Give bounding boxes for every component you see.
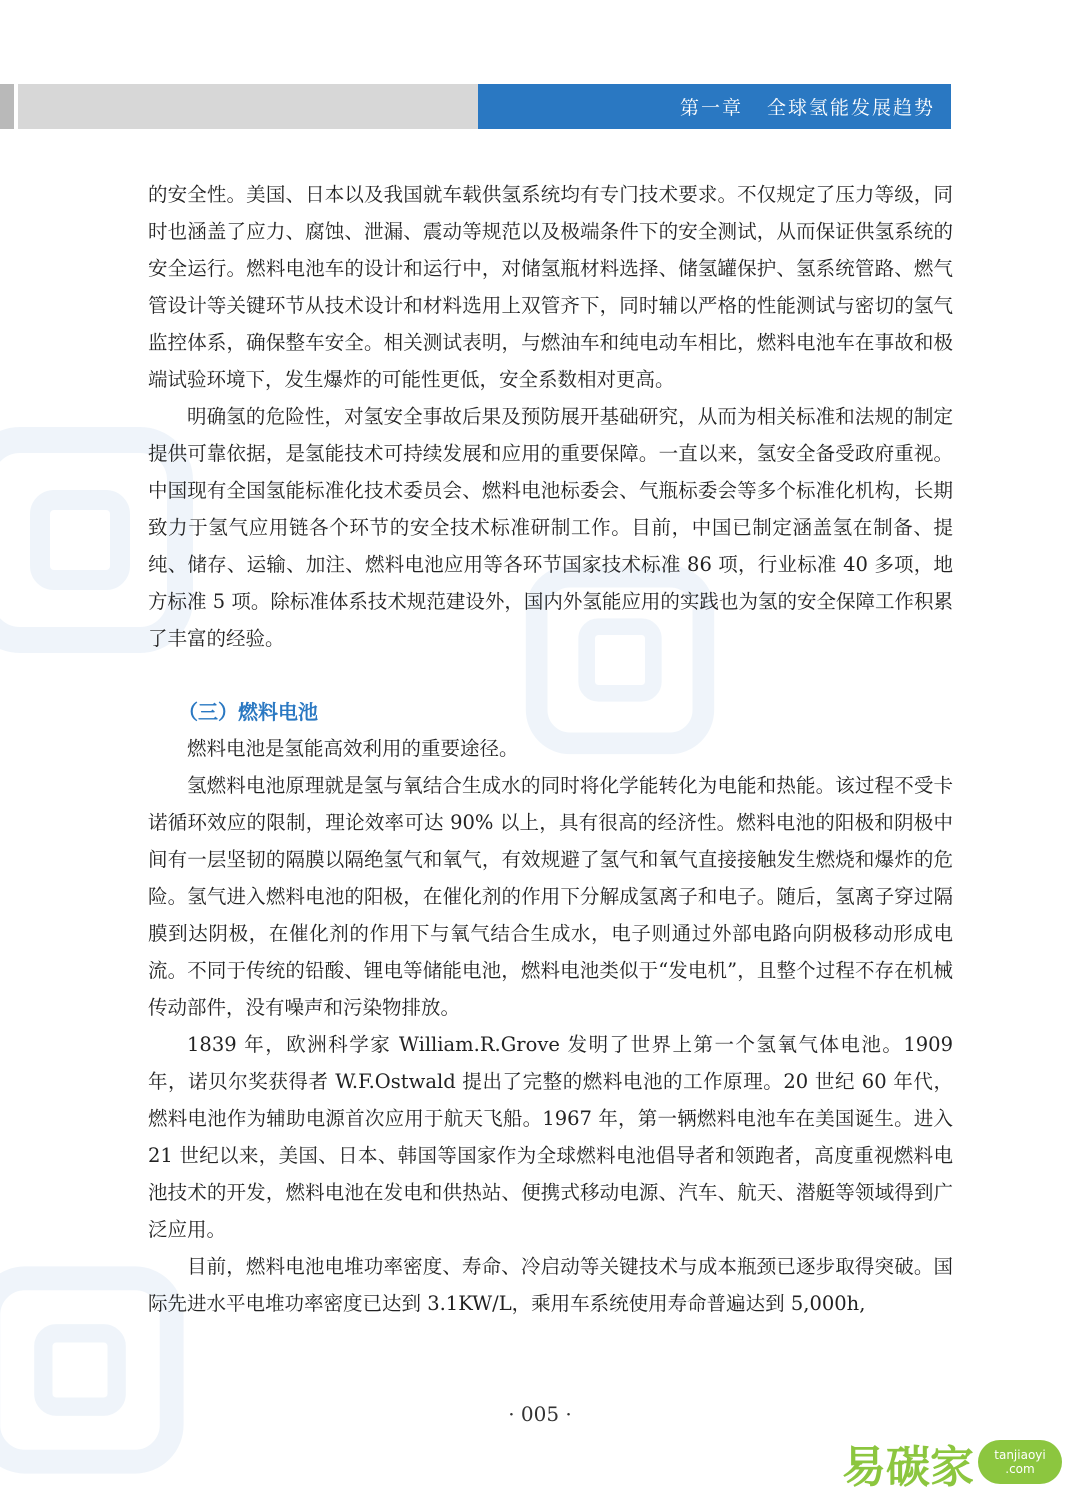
watermark-text: 易碳家 — [842, 1442, 974, 1493]
watermark-badge — [978, 1440, 1062, 1484]
body-paragraph: 的安全性。美国、日本以及我国就车载供氢系统均有专门技术要求。不仅规定了压力等级，同时也涵盖了应力、腐蚀、泄漏、震动等规范以及极端条件下的安全测试，从而保证供氢系统的安全运行。燃料电池车的设计和运行中，对储氢瓶材料选择、储氢罐保护、氢系统管路、燃气管设计等关键环节从技术设计和材料选用上双管齐下，同时辅以严格的性能测试与密切的氢气监控体系，确保整车安全。相关测试表明，与燃油车和纯电动车相比，燃料电池车在事故和极端试验环境下，发生爆炸的可能性更低，安全系数相对更高。 — [148, 183, 953, 391]
chapter-header — [478, 84, 951, 129]
page-number: · 005 · — [508, 1402, 572, 1426]
section-heading: （三）燃料电池 — [178, 700, 318, 724]
body-paragraph: 明确氢的危险性，对氢安全事故后果及预防展开基础研究，从而为相关标准和法规的制定提供可靠依据，是氢能技术可持续发展和应用的重要保障。一直以来，氢安全备受政府重视。中国现有全国氢能标准化技术委员会、燃料电池标委会、气瓶标委会等多个标准化机构，长期致力于氢气应用链各个环节的安全技术标准研制工作。目前，中国已制定涵盖氢在制备、提纯、储存、运输、加注、燃料电池应用等各环节国家技术标准 86 项，行业标准 40 多项，地方标准 5 项。除标准体系技术规范建设外，国内外氢能应用的实践也为氢的安全保障工作积累了丰富的经验。 — [148, 405, 953, 650]
corner-watermark — [842, 1440, 1062, 1493]
header-grey-band — [18, 84, 478, 129]
body-paragraph: 1839 年，欧洲科学家 William.R.Grove 发明了世界上第一个氢氧气体电池。1909 年，诺贝尔奖获得者 W.F.Ostwald 提出了完整的燃料电池的工作原理。20 世纪 60 年代，燃料电池作为辅助电源首次应用于航天飞船。1967 年，第一辆燃料电池车在美国诞生。进入 21 世纪以来，美国、日本、韩国等国家作为全球燃料电池倡导者和领跑者，高度重视燃料电池技术的开发，燃料电池在发电和供热站、便携式移动电源、汽车、航天、潜艇等领域得到广泛应用。 — [148, 1033, 953, 1241]
page-content — [148, 176, 953, 1322]
body-paragraph: 氢燃料电池原理就是氢与氧结合生成水的同时将化学能转化为电能和热能。该过程不受卡诺循环效应的限制，理论效率可达 90% 以上，具有很高的经济性。燃料电池的阳极和阴极中间有一层坚韧的隔膜以隔绝氢气和氧气，有效规避了氢气和氧气直接接触发生燃烧和爆炸的危险。氢气进入燃料电池的阳极，在催化剂的作用下分解成氢离子和电子。随后，氢离子穿过隔膜到达阴极，在催化剂的作用下与氧气结合生成水，电子则通过外部电路向阴极移动形成电流。不同于传统的铅酸、锂电等储能电池，燃料电池类似于“发电机”，且整个过程不存在机械传动部件，没有噪声和污染物排放。 — [148, 774, 953, 1019]
watermark-badge-line2: .com — [1005, 1462, 1035, 1476]
chapter-title: 全球氢能发展趋势 — [766, 97, 935, 119]
header-left-edge — [0, 84, 14, 129]
watermark-badge-line1: tanjiaoyi — [994, 1448, 1046, 1462]
chapter-number: 第一章 — [679, 97, 743, 119]
body-paragraph: 燃料电池是氢能高效利用的重要途径。 — [187, 737, 519, 760]
body-paragraph: 目前，燃料电池电堆功率密度、寿命、冷启动等关键技术与成本瓶颈已逐步取得突破。国际先进水平电堆功率密度已达到 3.1KW/L，乘用车系统使用寿命普遍达到 5,000h, — [148, 1255, 953, 1315]
